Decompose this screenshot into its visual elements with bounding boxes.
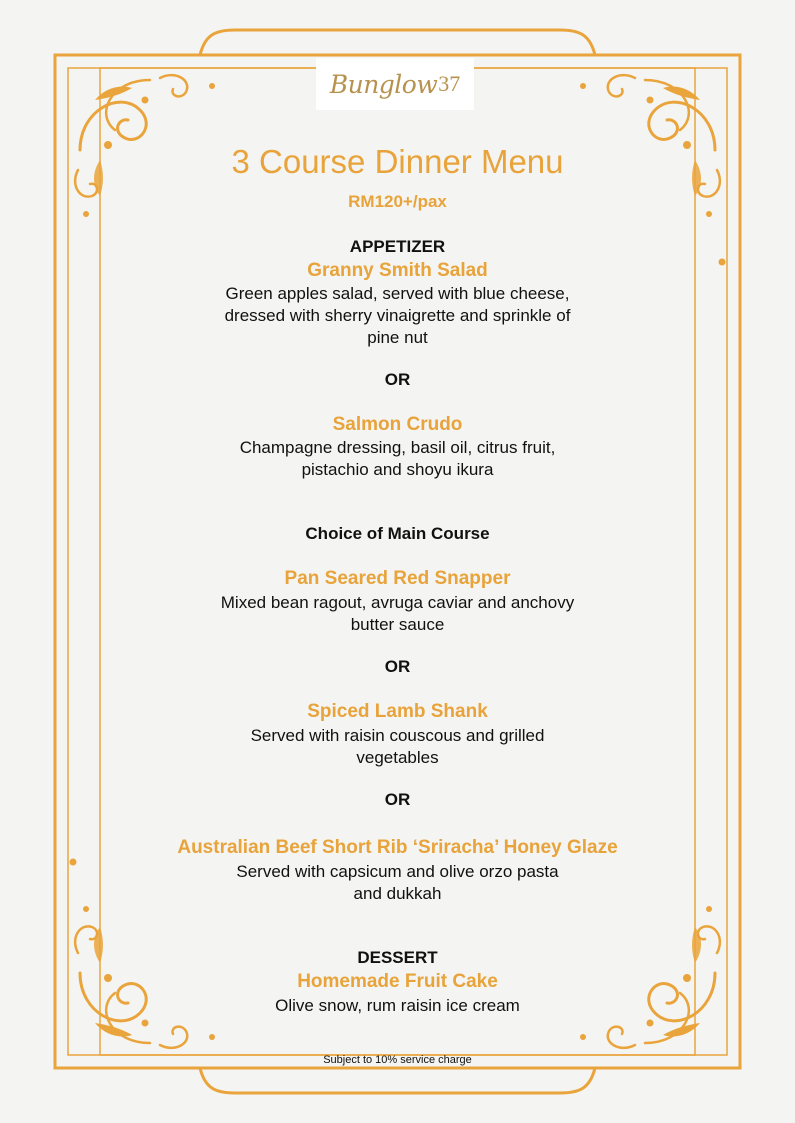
dish-name-australian-beef-short-rib: Australian Beef Short Rib ‘Sriracha’ Honey Glaze bbox=[177, 837, 618, 858]
brand-logo-script: Bunglow bbox=[329, 69, 438, 99]
dessert-heading: DESSERT bbox=[357, 948, 438, 967]
dish-name-granny-smith-salad: Granny Smith Salad bbox=[307, 260, 488, 281]
dish-desc-line: Champagne dressing, basil oil, citrus fruit, bbox=[239, 438, 556, 457]
dish-desc-line: vegetables bbox=[356, 748, 439, 767]
brand-logo-number: 37 bbox=[438, 71, 461, 96]
dish-desc-line: dressed with sherry vinaigrette and sprinkle of bbox=[224, 306, 571, 325]
or-divider: OR bbox=[384, 657, 411, 676]
appetizer-heading: APPETIZER bbox=[349, 237, 446, 256]
or-divider: OR bbox=[384, 370, 411, 389]
service-charge-note: Subject to 10% service charge bbox=[323, 1054, 472, 1066]
dish-desc-line: Served with raisin couscous and grilled bbox=[250, 726, 545, 745]
dish-desc-line: Green apples salad, served with blue cheese, bbox=[225, 284, 570, 303]
main-course-heading: Choice of Main Course bbox=[305, 524, 490, 543]
dish-desc-line: Olive snow, rum raisin ice cream bbox=[275, 996, 520, 1015]
dish-desc-line: and dukkah bbox=[353, 884, 442, 903]
dish-desc-line: butter sauce bbox=[350, 615, 445, 634]
or-divider: OR bbox=[384, 790, 411, 809]
dish-desc-line: pistachio and shoyu ikura bbox=[301, 460, 494, 479]
brand-logo bbox=[316, 58, 474, 110]
dish-desc-line: pine nut bbox=[367, 328, 428, 347]
dish-name-homemade-fruit-cake: Homemade Fruit Cake bbox=[297, 971, 498, 992]
menu-title: 3 Course Dinner Menu bbox=[231, 143, 564, 180]
dish-desc-line: Mixed bean ragout, avruga caviar and anchovy bbox=[220, 593, 575, 612]
dish-name-pan-seared-red-snapper: Pan Seared Red Snapper bbox=[284, 568, 511, 589]
dish-name-salmon-crudo: Salmon Crudo bbox=[332, 414, 463, 435]
dish-name-spiced-lamb-shank: Spiced Lamb Shank bbox=[307, 701, 488, 722]
dish-desc-line: Served with capsicum and olive orzo pasta bbox=[236, 862, 559, 881]
menu-price: RM120+/pax bbox=[348, 192, 447, 211]
